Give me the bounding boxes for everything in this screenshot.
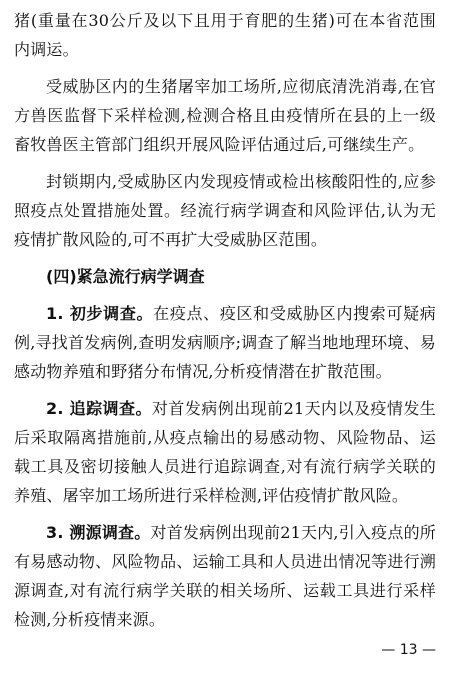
paragraph-gap [14,254,436,262]
paragraph-gap [14,159,436,167]
paragraph-gap [14,386,436,394]
paragraph-gap [14,291,436,299]
document-body [14,6,436,629]
paragraph-gap [14,510,436,518]
paragraph-gap [14,64,436,72]
paragraph-slaughterhouse: 受威胁区内的生猪屠宰加工场所,应彻底清洗消毒,在官方兽医监督下采样检测,检测合格且由疫情所在县的上一级畜牧兽医主管部门组织开展风险评估通过后,可继续生产。 [14,77,436,154]
item-lead: 1. 初步调查。 [46,304,154,323]
item-lead: 3. 溯源调查。 [46,523,151,542]
list-item-traceback-survey [14,518,436,629]
item-lead: 2. 追踪调查。 [46,399,152,418]
list-item-initial-survey [14,299,436,386]
list-item-tracking-survey [14,394,436,510]
page-number: — 13 — [381,642,436,658]
item-text: 对首发病例出现前21天内,引入疫点的所有易感动物、风险物品、运输工具和人员进出情况等进行溯源调查,对有流行病学关联的相关场所、运载工具进行采样检测,分析疫情来源。 [14,523,436,629]
section-heading: (四)紧急流行病学调查 [46,267,205,286]
paragraph-continuation: 猪(重量在30公斤及以下且用于育肥的生猪)可在本省范围内调运。 [14,11,436,59]
item-text: 对首发病例出现前21天内以及疫情发生后采取隔离措施前,从疫点输出的易感动物、风险物品、运载工具及密切接触人员进行追踪调查,对有流行病学关联的养殖、屠宰加工场所进行采样检测,评估疫情扩散风险。 [14,399,436,505]
item-text: 在疫点、疫区和受威胁区内搜索可疑病例,寻找首发病例,查明发病顺序;调查了解当地地理环境、易感动物养殖和野猪分布情况,分析疫情潜在扩散范围。 [14,304,436,381]
paragraph-blockade-period: 封锁期内,受威胁区内发现疫情或检出核酸阳性的,应参照疫点处置措施处置。经流行病学调查和风险评估,认为无疫情扩散风险的,可不再扩大受威胁区范围。 [14,172,436,249]
